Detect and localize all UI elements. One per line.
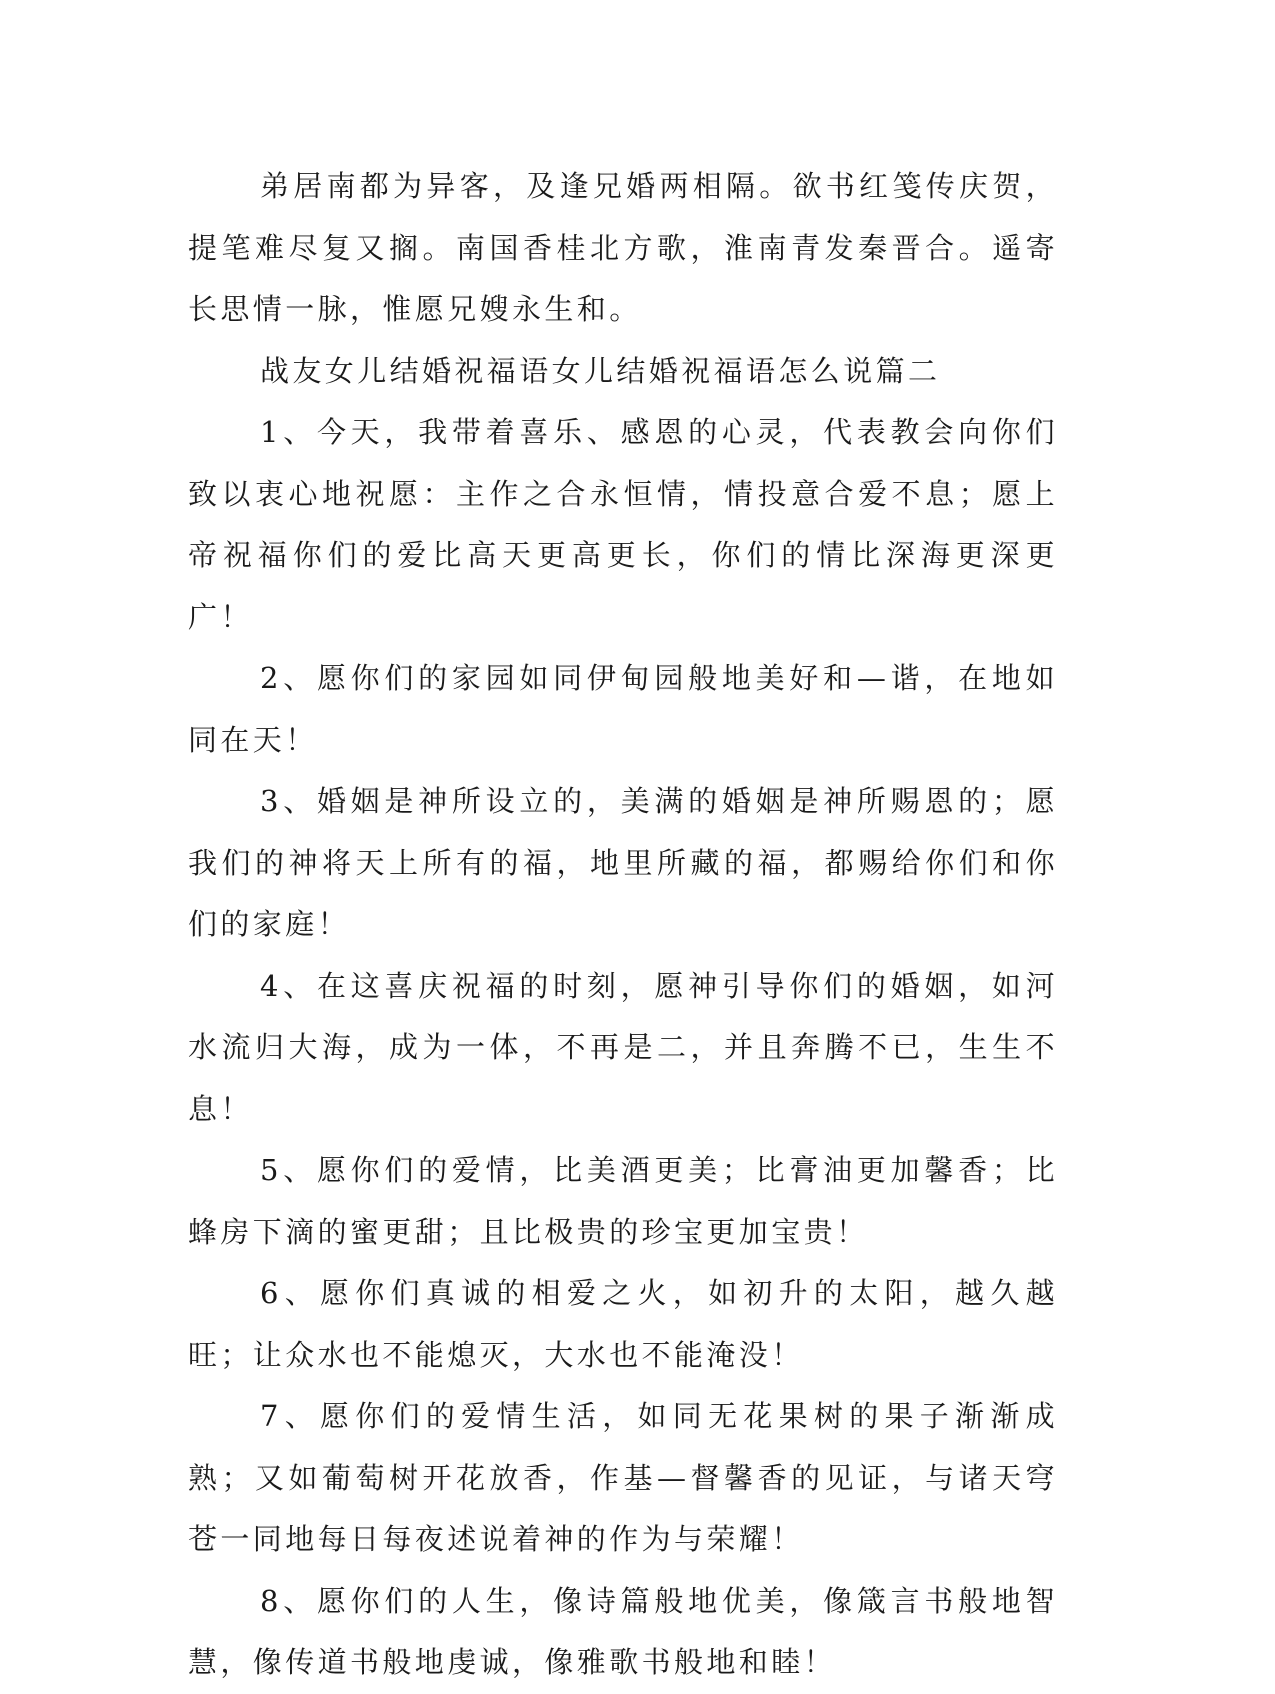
section-heading: 战友女儿结婚祝福语女儿结婚祝福语怎么说篇二 (260, 353, 941, 388)
document-body (188, 156, 1058, 1694)
paragraph-poem: 弟居南都为异客，及逢兄婚两相隔。欲书红笺传庆贺，提笔难尽复又搁。南国香桂北方歌，淮南青发秦晋合。遥寄长思情一脉，惟愿兄嫂永生和。 (188, 169, 1058, 326)
paragraph-item-3: 3、婚姻是神所设立的，美满的婚姻是神所赐恩的；愿我们的神将天上所有的福，地里所藏的福，都赐给你们和你们的家庭！ (188, 784, 1058, 941)
paragraph-item-1: 1、今天，我带着喜乐、感恩的心灵，代表教会向你们致以衷心地祝愿：主作之合永恒情，情投意合爱不息；愿上帝祝福你们的爱比高天更高更长，你们的情比深海更深更广！ (188, 415, 1058, 634)
paragraph-item-2: 2、愿你们的家园如同伊甸园般地美好和—谐，在地如同在天！ (188, 661, 1058, 757)
paragraph-item-8: 8、愿你们的人生，像诗篇般地优美，像箴言书般地智慧，像传道书般地虔诚，像雅歌书般地和睦！ (188, 1583, 1058, 1679)
paragraph-item-4: 4、在这喜庆祝福的时刻，愿神引导你们的婚姻，如河水流归大海，成为一体，不再是二，并且奔腾不已，生生不息！ (188, 968, 1058, 1126)
paragraph-item-7: 7、愿你们的爱情生活，如同无花果树的果子渐渐成熟；又如葡萄树开花放香，作基—督馨香的见证，与诸天穹苍一同地每日每夜述说着神的作为与荣耀！ (188, 1399, 1058, 1556)
paragraph-item-6: 6、愿你们真诚的相爱之火，如初升的太阳，越久越旺；让众水也不能熄灭，大水也不能淹没！ (188, 1276, 1058, 1372)
paragraph-item-5: 5、愿你们的爱情，比美酒更美；比膏油更加馨香；比蜂房下滴的蜜更甜；且比极贵的珍宝更加宝贵！ (188, 1153, 1058, 1249)
